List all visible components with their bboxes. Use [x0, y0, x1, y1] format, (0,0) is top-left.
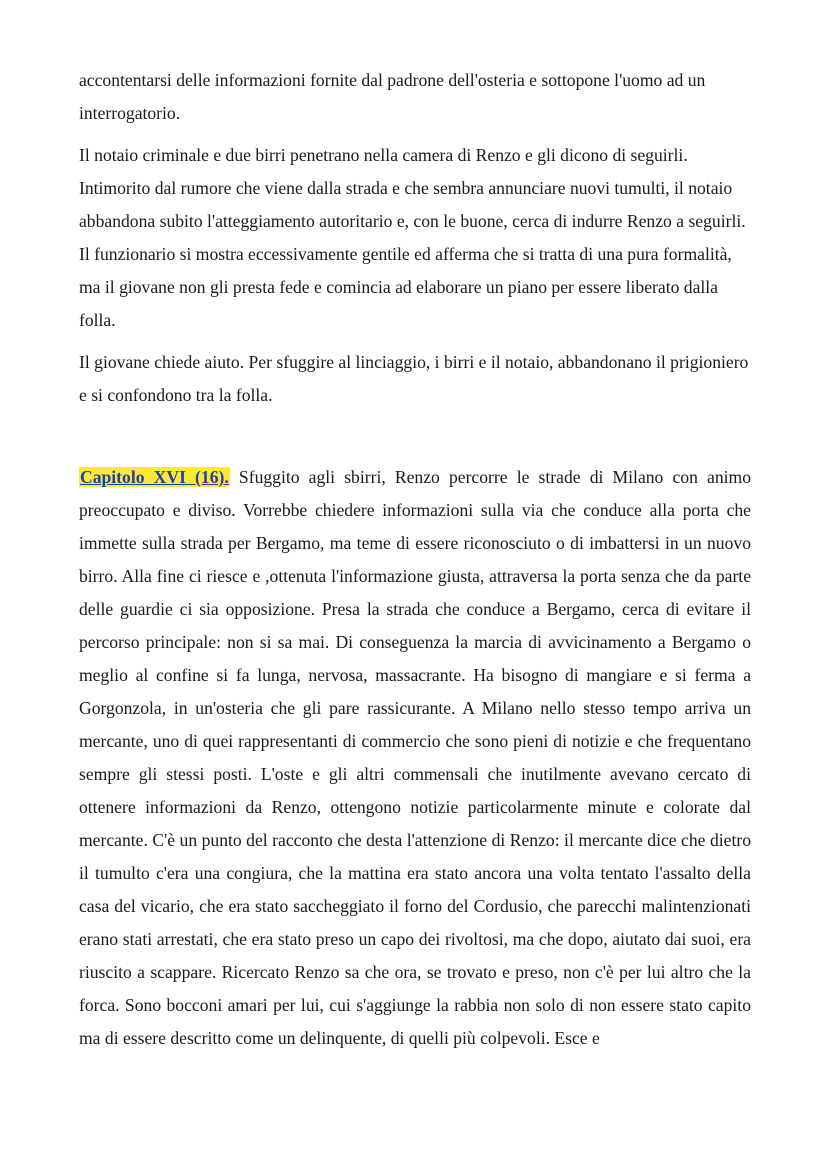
- paragraph-interrogatorio: accontentarsi delle informazioni fornite dal padrone dell'osteria e sottopone l'uomo ad un interrogatorio.: [79, 70, 706, 123]
- chapter-body-text: Sfuggito agli sbirri, Renzo percorre le strade di Milano con animo preoccupato e diviso. Vorrebbe chiedere informazioni sulla via che conduce alla porta che immette sulla strada per Bergamo, ma teme di essere riconosciuto o di imbattersi in un nuovo birro. Alla fine ci riesce e ,ottenuta l'informazione giusta, attraversa la porta senza che da parte delle guardie ci sia opposizione. Presa la strada che conduce a Bergamo, cerca di evitare il percorso principale: non si sa mai. Di conseguenza la marcia di avvicinamento a Bergamo o meglio al confine si fa lunga, nervosa, massacrante. Ha bisogno di mangiare e si ferma a Gorgonzola, in un'osteria che gli pare rassicurante. A Milano nello stesso tempo arriva un mercante, uno di quei rappresentanti di commercio che sono pieni di notizie e che frequentano sempre gli stessi posti. L'oste e gli altri commensali che inutilmente avevano cercato di ottenere informazioni da Renzo, ottengono notizie particolarmente minute e colorate dal mercante. C'è un punto del racconto che desta l'attenzione di Renzo: il mercante dice che dietro il tumulto c'era una congiura, che la mattina era stato ancora una volta tentato l'assalto della casa del vicario, che era stato saccheggiato il forno del Cordusio, che parecchi malintenzionati erano stati arrestati, che era stato preso un capo dei rivoltosi, ma che dopo, aiutato dai suoi, era riuscito a scappare. Ricercato Renzo sa che ora, se trovato e preso, non c'è per lui altro che la forca. Sono bocconi amari per lui, cui s'aggiunge la rabbia non solo di non essere stato capito ma di essere descritto come un delinquente, di quelli più colpevoli. Esce e: [79, 467, 752, 1048]
- document-page: [79, 64, 751, 1064]
- chapter-heading: Capitolo XVI (16).: [80, 467, 229, 487]
- paragraph-notaio: Il notaio criminale e due birri penetrano nella camera di Renzo e gli dicono di seguirli. Intimorito dal rumore che viene dalla strada e che sembra annunciare nuovi tumulti, il notaio abbandona subito l'atteggiamento autoritario e, con le buone, cerca di indurre Renzo a seguirli. Il funzionario si mostra eccessivamente gentile ed afferma che si tratta di una pura formalità, ma il giovane non gli presta fede e comincia ad elaborare un piano per essere liberato dalla folla.: [79, 145, 746, 330]
- paragraph-aiuto: Il giovane chiede aiuto. Per sfuggire al linciaggio, i birri e il notaio, abbandonano il prigioniero e si confondono tra la folla.: [79, 352, 749, 405]
- section-spacer: [79, 421, 751, 461]
- chapter-xvi-paragraph: [79, 461, 751, 1055]
